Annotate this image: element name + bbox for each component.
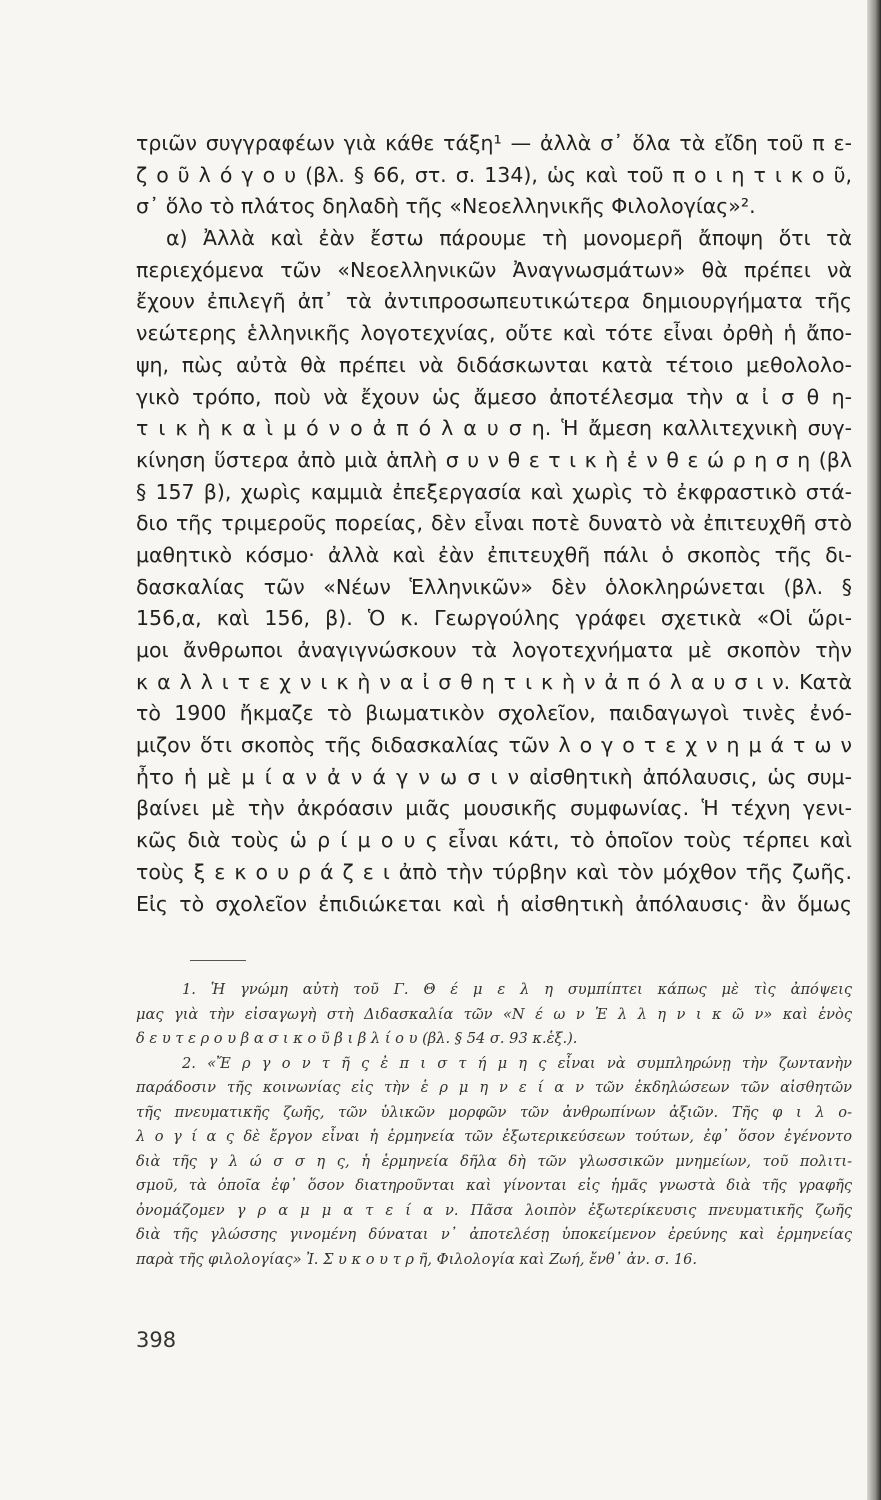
text-line: νεώτερης ἑλληνικῆς λογοτεχνίας, οὔτε καὶ τότε εἶναι ὀρθὴ ἡ ἄπο- <box>136 321 852 346</box>
text-line: βαίνει μὲ τὴν ἀκρόασιν μιᾶς μουσικῆς συμφωνίας. Ἡ τέχνη γενι- <box>136 796 852 821</box>
footnotes <box>136 978 852 1272</box>
footnote-line: διὰ τῆς γλώσσης γινομένη δύναται ν᾽ ἀποτελέσῃ ὑποκείμενον ἐρεύνης καὶ ἑρμηνείας <box>136 1226 852 1243</box>
text-line: μιζον ὅτι σκοπὸς τῆς διδασκαλίας τῶν λ ο γ ο τ ε χ ν η μ ά τ ω ν <box>136 733 852 758</box>
text-line: περιεχόμενα τῶν «Νεοελληνικῶν Ἀναγνωσμάτων» θὰ πρέπει νὰ <box>136 257 852 282</box>
page-edge-shadow <box>867 0 881 1500</box>
footnote-line: 2. «Ἔ ρ γ ο ν τ ῆ ς ἐ π ι σ τ ή μ η ς εἶναι νὰ συμπληρώνῃ τὴν ζωντανὴν <box>182 1054 852 1072</box>
footnote-line: τῆς πνευματικῆς ζωῆς, τῶν ὑλικῶν μορφῶν τῶν ἀνθρωπίνων ἀξιῶν. Τῆς φ ι λ ο- <box>136 1103 852 1121</box>
footnote-line: δ ε υ τ ε ρ ο υ β α σ ι κ ο ῦ β ι β λ ί ο υ (βλ. § 54 σ. 93 κ.ἑξ.). <box>136 1030 578 1047</box>
footnote-line: σμοῦ, τὰ ὁποῖα ἐφ᾽ ὅσον διατηροῦνται καὶ γίνονται εἰς ἡμᾶς γνωστὰ διὰ τῆς γραφῆς <box>136 1177 852 1194</box>
text-line: τοὺς ξ ε κ ο υ ρ ά ζ ε ι ἀπὸ τὴν τύρβην καὶ τὸν μόχθον τῆς ζωῆς. <box>136 859 852 884</box>
text-line: σ᾽ ὅλο τὸ πλάτος δηλαδὴ τῆς «Νεοελληνικῆς Φιλολογίας»². <box>136 194 756 219</box>
text-line: τ ι κ ὴ κ α ὶ μ ό ν ο ἀ π ό λ α υ σ η. Ἡ ἄμεση καλλιτεχνικὴ συγ- <box>136 416 852 441</box>
text-line: § 157 β), χωρὶς καμμιὰ ἐπεξεργασία καὶ χωρὶς τὸ ἐκφραστικὸ στά- <box>136 479 852 504</box>
footnote-line: παρὰ τῆς φιλολογίας» Ἰ. Σ υ κ ο υ τ ρ ῆ, Φιλολογία καὶ Ζωή, ἔνθ᾽ ἀν. σ. 16. <box>136 1250 698 1268</box>
text-line: μοι ἄνθρωποι ἀναγιγνώσκουν τὰ λογοτεχνήματα μὲ σκοπὸν τὴν <box>136 638 852 662</box>
body-paragraph <box>136 128 852 920</box>
text-line: διο τῆς τριμεροῦς πορείας, δὲν εἶναι ποτὲ δυνατὸ νὰ ἐπιτευχθῆ στὸ <box>136 511 852 536</box>
text-line: Εἰς τὸ σχολεῖον ἐπιδιώκεται καὶ ἡ αἰσθητικὴ ἀπόλαυσις· ἂν ὅμως <box>136 891 852 916</box>
text-line: ζ ο ῦ λ ό γ ο υ (βλ. § 66, στ. σ. 134), ὡς καὶ τοῦ π ο ι η τ ι κ ο ῦ, <box>136 162 852 187</box>
text-line: κῶς διὰ τοὺς ὡ ρ ί μ ο υ ς εἶναι κάτι, τὸ ὁποῖον τοὺς τέρπει καὶ <box>136 828 852 853</box>
text-line: α) Ἀλλὰ καὶ ἐὰν ἔστω πάρουμε τὴ μονομερῆ ἄποψη ὅτι τὰ <box>166 226 852 251</box>
text-line: μαθητικὸ κόσμο· ἀλλὰ καὶ ἐὰν ἐπιτευχθῆ πάλι ὁ σκοπὸς τῆς δι- <box>136 542 852 567</box>
footnote-divider <box>190 960 246 961</box>
text-line: τριῶν συγγραφέων γιὰ κάθε τάξη¹ — ἀλλὰ σ᾽ ὅλα τὰ εἴδη τοῦ π ε- <box>136 131 852 155</box>
text-line: κ α λ λ ι τ ε χ ν ι κ ὴ ν α ἰ σ θ η τ ι κ ὴ ν ἀ π ό λ α υ σ ι ν. Κατὰ <box>136 669 852 694</box>
text-line: ἦτο ἡ μὲ μ ί α ν ἀ ν ά γ ν ω σ ι ν αἰσθητικὴ ἀπόλαυσις, ὡς συμ- <box>136 764 852 789</box>
footnote-line: παράδοσιν τῆς κοινωνίας εἰς τὴν ἑ ρ μ η ν ε ί α ν τῶν ἐκδηλώσεων τῶν αἰσθητῶν <box>136 1079 852 1096</box>
footnote-line: ὀνομάζομεν γ ρ α μ μ α τ ε ί α ν. Πᾶσα λοιπὸν ἐξωτερίκευσις πνευματικῆς ζωῆς <box>136 1201 852 1219</box>
footnote-line: διὰ τῆς γ λ ώ σ σ η ς, ἡ ἑρμηνεία δῆλα δὴ τῶν γλωσσικῶν μνημείων, τοῦ πολιτι- <box>136 1152 852 1170</box>
text-line: γικὸ τρόπο, ποὺ νὰ ἔχουν ὡς ἄμεσο ἀποτέλεσμα τὴν α ἰ σ θ η- <box>136 384 852 409</box>
footnote-line: 1. Ἡ γνώμη αὐτὴ τοῦ Γ. Θ έ μ ε λ η συμπίπτει κάπως μὲ τὶς ἀπόψεις <box>182 981 852 998</box>
text-line: ἔχουν ἐπιλεγῆ ἀπ᾽ τὰ ἀντιπροσωπευτικώτερα δημιουργήματα τῆς <box>136 289 852 314</box>
text-line: 156,α, καὶ 156, β). Ὁ κ. Γεωργούλης γράφει σχετικὰ «Οἱ ὥρι- <box>136 606 852 631</box>
text-line: δασκαλίας τῶν «Νέων Ἑλληνικῶν» δὲν ὁλοκληρώνεται (βλ. § <box>136 574 852 599</box>
text-line: κίνηση ὕστερα ἀπὸ μιὰ ἁπλὴ σ υ ν θ ε τ ι κ ὴ ἐ ν θ ε ώ ρ η σ η (βλ <box>136 447 852 472</box>
footnote-line: μας γιὰ τὴν εἰσαγωγὴ στὴ Διδασκαλία τῶν «Ν έ ω ν Ἑ λ λ η ν ι κ ῶ ν» καὶ ἑνὸς <box>136 1005 852 1023</box>
text-line: ψη, πὼς αὐτὰ θὰ πρέπει νὰ διδάσκωνται κατὰ τέτοιο μεθολολο- <box>136 352 852 377</box>
page-number: 398 <box>136 1328 177 1352</box>
text-line: τὸ 1900 ἤκμαζε τὸ βιωματικὸν σχολεῖον, παιδαγωγοὶ τινὲς ἐνό- <box>136 701 852 726</box>
footnote-line: λ ο γ ί α ς δὲ ἔργον εἶναι ἡ ἑρμηνεία τῶν ἐξωτερικεύσεων τούτων, ἐφ᾽ ὅσον ἐγένοντο <box>136 1128 852 1145</box>
